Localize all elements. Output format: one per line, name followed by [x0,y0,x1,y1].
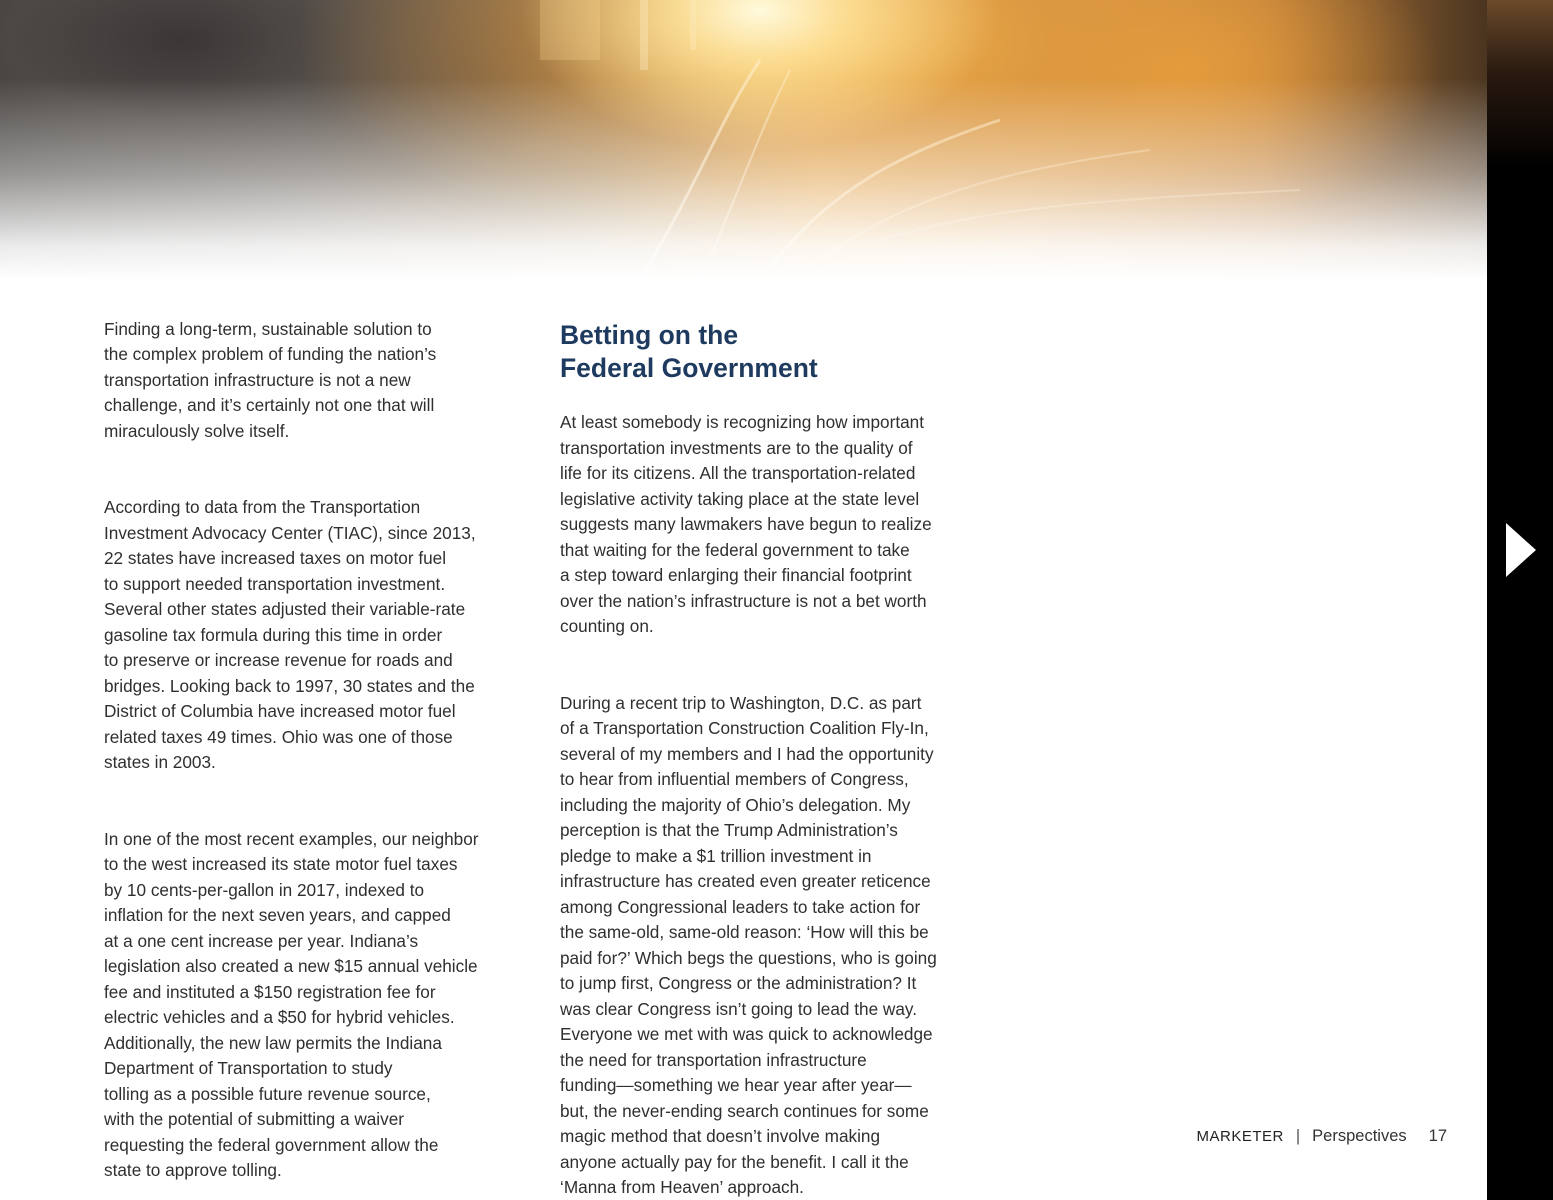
section-heading: Betting on the Federal Government [560,319,818,383]
hero-fade-overlay [0,0,1487,280]
side-navigation-bar [1487,0,1553,1200]
next-page-arrow-icon[interactable] [1506,523,1536,577]
page-footer [1197,1127,1447,1146]
left-paragraph-1: Finding a long-term, sustainable solution to the complex problem of funding the nation’s transportation infrastructure is not a new challenge, and it’s certainly not one that will miraculously solve itself. [104,318,437,441]
footer-brand: MARKETER [1196,1128,1284,1145]
footer-section: Perspectives [1312,1127,1407,1145]
footer-separator: | [1295,1127,1301,1145]
left-column [104,291,544,1200]
right-column [560,291,1000,1200]
right-paragraph-1: At least somebody is recognizing how important transportation investments are to the quality of life for its citizens. All the transportation-related legislative activity taking place at the state level suggests many lawmakers have begun to realize that waiting for the federal government to take a step toward enlarging their financial footprint over the nation’s infrastructure is not a bet worth counting on. [560,412,932,636]
page-number: 17 [1428,1127,1447,1145]
right-paragraph-2: During a recent trip to Washington, D.C. as part of a Transportation Construction Coalition Fly-In, several of my members and I had the opportunity to hear from influential members of Congress, including the majority of Ohio’s delegation. My perception is that the Trump Administration’s pledge to make a $1 trillion investment in infrastructure has created even greater reticence among Congressional leaders to take action for the same-old, same-old reason: ‘How will this be paid for?’ Which begs the questions, who is going to jump first, Congress or the administration? It was clear Congress isn’t going to lead the way. Everyone we met with was quick to acknowledge the need for transportation infrastructure funding—something we hear year after year— but, the never-ending search continues for some magic method that doesn’t involve making anyone actually pay for the benefit. I call it the ‘Manna from Heaven’ approach. [560,692,937,1197]
left-paragraph-3: In one of the most recent examples, our neighbor to the west increased its state motor fuel taxes by 10 cents-per-gallon in 2017, indexed to inflation for the next seven years, and capped at a one cent increase per year. Indiana’s legislation also created a new $15 annual vehicle fee and instituted a $150 registration fee for electric vehicles and a $50 for hybrid vehicles. Additionally, the new law permits the Indiana Department of Transportation to study tolling as a possible future revenue source, with the potential of submitting a waiver requesting the federal government allow the state to approve tolling. [104,828,479,1180]
left-paragraph-2: According to data from the Transportation Investment Advocacy Center (TIAC), since 2013, 22 states have increased taxes on motor fuel to support needed transportation investment. Several other states adjusted their variable-rate gasoline tax formula during this time in order to preserve or increase revenue for roads and bridges. Looking back to 1997, 30 states and the District of Columbia have increased motor fuel related taxes 49 times. Ohio was one of those states in 2003. [104,497,476,772]
hero-image [0,0,1487,280]
